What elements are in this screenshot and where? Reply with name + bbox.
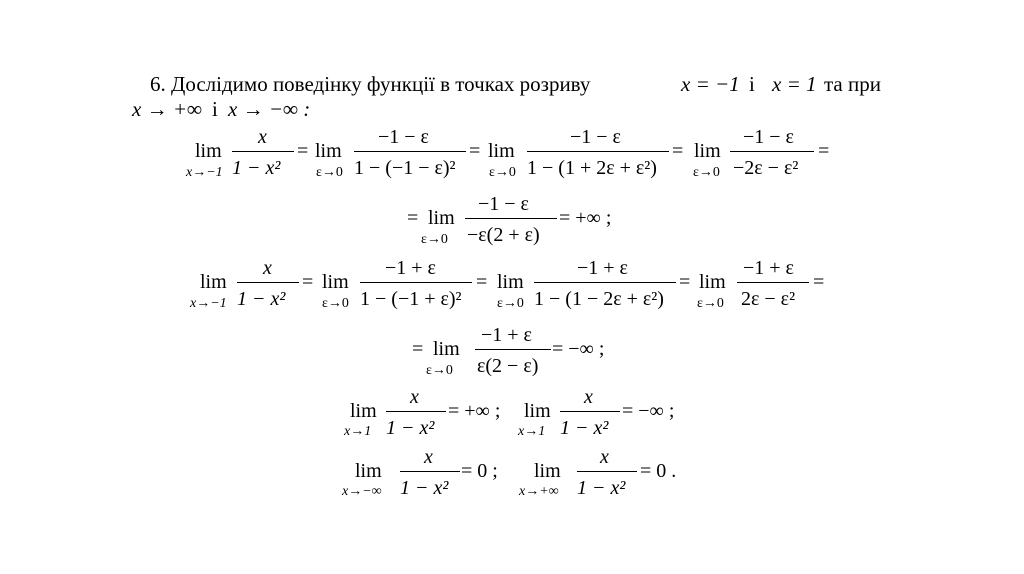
eq4-den-a: 1 − x² [400, 477, 449, 499]
eq3-lim-b: lim [524, 400, 551, 422]
eq3-fraction-bar-a [386, 411, 446, 412]
eq1-num-1: −1 − ε [378, 126, 429, 148]
eq2-num-0: x [263, 257, 272, 279]
eq2-num-3: −1 + ε [743, 257, 794, 279]
eq1-fraction-bar-3 [730, 151, 814, 152]
eq2-cont-lim: lim [433, 338, 460, 360]
eq3-sub-b: x→1 [518, 424, 546, 439]
heading-conjunction-2: і [212, 97, 218, 121]
eq1-equals-4: = [818, 140, 830, 162]
eq1-cont-num: −1 − ε [478, 193, 529, 215]
eq1-cont-fraction-bar [465, 218, 557, 219]
heading-condition-1: x = −1 [681, 72, 740, 96]
eq2-cont-den: ε(2 − ε) [477, 355, 539, 377]
heading-condition-2: x = 1 [772, 72, 817, 96]
eq1-num-3: −1 − ε [743, 126, 794, 148]
eq1-lim-3: lim [694, 140, 721, 162]
eq2-equals-2: = [476, 271, 488, 293]
eq1-lim-2: lim [488, 140, 515, 162]
eq2-num-1: −1 + ε [385, 257, 436, 279]
eq3-result-a: = +∞ ; [448, 400, 501, 422]
eq1-result: = +∞ ; [559, 207, 612, 229]
eq2-lim-3: lim [699, 271, 726, 293]
eq2-sub-3: ε→0 [697, 296, 724, 311]
eq1-cont-equals: = [407, 207, 419, 229]
eq1-equals-1: = [297, 140, 309, 162]
eq3-sub-a: x→1 [344, 424, 372, 439]
eq1-den-0: 1 − x² [232, 157, 281, 179]
eq4-lim-a: lim [355, 460, 382, 482]
eq2-den-3: 2ε − ε² [741, 288, 796, 310]
eq1-num-2: −1 − ε [570, 126, 621, 148]
eq2-sub-1: ε→0 [322, 296, 349, 311]
eq1-sub-1: ε→0 [316, 165, 343, 180]
eq2-fraction-bar-0 [237, 282, 299, 283]
eq4-sub-a: x→−∞ [342, 484, 382, 499]
eq2-lim-0: lim [200, 271, 227, 293]
eq2-fraction-bar-3 [737, 282, 809, 283]
heading-conjunction: і [749, 72, 755, 96]
eq4-fraction-bar-b [577, 471, 637, 472]
eq1-cont-sub: ε→0 [421, 232, 448, 247]
eq1-equals-2: = [469, 140, 481, 162]
eq3-num-b: x [584, 386, 593, 408]
eq1-den-2: 1 − (1 + 2ε + ε²) [527, 157, 657, 179]
eq2-fraction-bar-1 [360, 282, 472, 283]
eq4-num-a: x [424, 446, 433, 468]
eq1-sub-3: ε→0 [693, 165, 720, 180]
eq1-fraction-bar-1 [354, 151, 466, 152]
eq3-den-b: 1 − x² [560, 417, 609, 439]
eq2-den-1: 1 − (−1 + ε)² [360, 288, 462, 310]
eq2-cont-sub: ε→0 [426, 363, 453, 378]
eq1-sub-2: ε→0 [489, 165, 516, 180]
eq2-cont-fraction-bar [475, 349, 551, 350]
eq2-den-2: 1 − (1 − 2ε + ε²) [534, 288, 664, 310]
eq4-sub-b: x→+∞ [519, 484, 559, 499]
eq1-cont-lim: lim [428, 207, 455, 229]
eq1-fraction-bar-0 [232, 151, 294, 152]
eq4-lim-b: lim [534, 460, 561, 482]
eq2-equals-3: = [679, 271, 691, 293]
eq2-lim-1: lim [322, 271, 349, 293]
eq1-lim-1: lim [315, 140, 342, 162]
eq2-lim-2: lim [497, 271, 524, 293]
eq3-result-b: = −∞ ; [622, 400, 675, 422]
eq1-fraction-bar-2 [527, 151, 669, 152]
eq1-sub-0: x→−1 [186, 165, 223, 180]
eq2-sub-0: x→−1 [190, 296, 227, 311]
eq2-fraction-bar-2 [534, 282, 676, 283]
eq1-cont-den: −ε(2 + ε) [467, 224, 540, 246]
eq2-cont-num: −1 + ε [481, 324, 532, 346]
eq2-den-0: 1 − x² [237, 288, 286, 310]
eq3-num-a: x [410, 386, 419, 408]
eq2-result: = −∞ ; [552, 338, 605, 360]
heading-text: 6. Дослідимо поведінку функції в точках розриву [150, 72, 591, 96]
eq3-den-a: 1 − x² [386, 417, 435, 439]
eq1-lim-0: lim [195, 140, 222, 162]
eq2-sub-2: ε→0 [497, 296, 524, 311]
eq4-fraction-bar-a [400, 471, 460, 472]
eq4-result-b: = 0 . [640, 460, 677, 482]
heading-tail: та при [824, 72, 881, 96]
eq4-den-b: 1 − x² [577, 477, 626, 499]
eq2-num-2: −1 + ε [577, 257, 628, 279]
eq2-equals-1: = [302, 271, 314, 293]
eq1-den-1: 1 − (−1 − ε)² [354, 157, 456, 179]
eq1-num-0: x [258, 126, 267, 148]
eq3-fraction-bar-b [560, 411, 620, 412]
heading-plus-infinity: x → +∞ [132, 97, 202, 121]
eq4-result-a: = 0 ; [461, 460, 498, 482]
eq1-equals-3: = [672, 140, 684, 162]
heading-minus-infinity: x → −∞ : [228, 97, 311, 121]
eq2-equals-4: = [813, 271, 825, 293]
eq4-num-b: x [600, 446, 609, 468]
eq1-den-3: −2ε − ε² [733, 157, 799, 179]
eq3-lim-a: lim [350, 400, 377, 422]
eq2-cont-equals: = [412, 338, 424, 360]
